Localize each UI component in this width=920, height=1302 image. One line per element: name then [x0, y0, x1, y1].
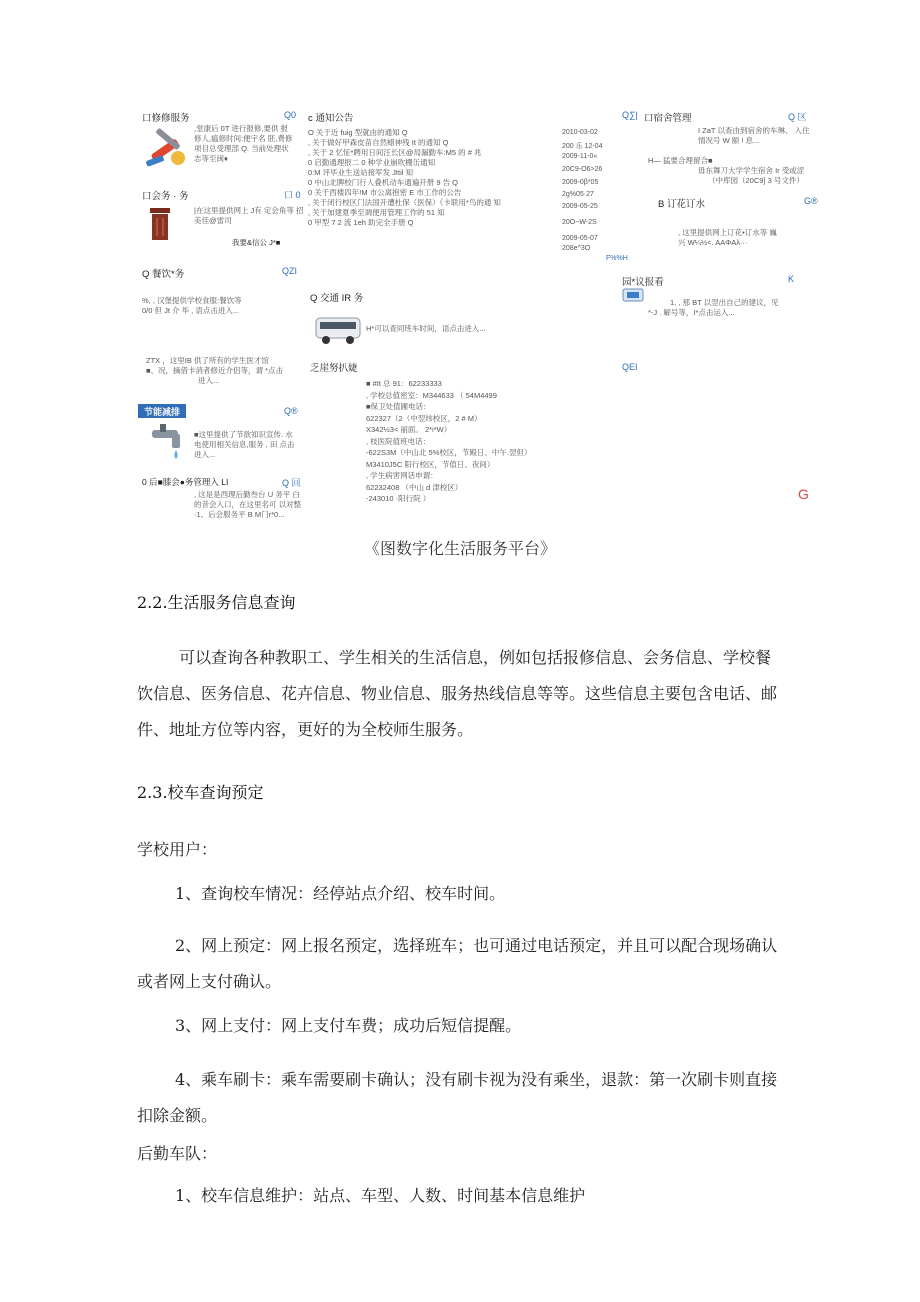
list-item: 4、乘车刷卡：乘车需要刷卡确认；没有刷卡视为没有乘坐，退款：第一次刷卡则直接扣除金额。: [137, 1070, 778, 1125]
bus-icon: [314, 312, 362, 346]
notice-dates: 2010-03-02 200 乐 12-04 2009-11-0« 20C9-O6>26 2009-0β*05 2g%05·27 2009-05-25 20O~W-2S 2009-05-07 208e^3O: [562, 129, 603, 252]
paragraph-life-services: 可以查询各种教职工、学生相关的生活信息，例如包括报修信息、会务信息、学校餐饮信息、医务信息、花卉信息、物业信息、服务热线信息等等。这些信息主要包含电话、邮件、地址方位等内容，更好的为全校师生服务。: [137, 648, 778, 739]
platform-screenshot: [138, 100, 818, 518]
bus-title: Q 交通 IR 务: [310, 293, 364, 304]
notice-item[interactable]: 0 关于西楼四年!M 市公离抱密 E 市工作的公告: [308, 188, 462, 197]
dining-title: Q 餐饮*务: [142, 269, 185, 280]
energy-text: ■这里提供了节欲知识宣传. 水 电使用相关信息,服务 , 田 点击 进入...: [194, 430, 295, 459]
medical-text: ZTX ，这里IB 供了所有的学生医才馆 ■、况，摘借卡消者修近介侣等，谓 *点击 进入...: [146, 356, 284, 385]
hotline-search-icon[interactable]: QEI: [622, 362, 638, 372]
dates-more-link[interactable]: F%%H: [606, 255, 628, 262]
dining-text: %, , 汉堡提供学校食服:餐饮等 0/0 但 Jt 介 毕 , 语点击进入...: [142, 296, 242, 315]
energy-search-icon[interactable]: Q®: [284, 406, 298, 416]
corner-g-mark: G: [798, 486, 809, 502]
repair-text: ,堂康后 0T 进行报修,要供 报 修人,瘟修时间:便宇名 胚,费修 项目总受理部 Q. 当前处理状 志等至闽♦: [194, 124, 293, 163]
conference-link[interactable]: 我要&信公 J*■: [232, 238, 281, 247]
notice-item[interactable]: 0 甲型 7 2 流 1eh 助完全手册 Q: [308, 218, 414, 227]
repair-tools-icon: [144, 128, 190, 170]
logistics-text: , 这是是西理后勤叁台 U 务平 白 的昔会入口，在这里名可 以对整 ·1、后会服务平 B M门r*0...: [194, 490, 302, 519]
school-users-label: 学校用户：: [137, 840, 218, 859]
notice-item[interactable]: 0 启勤通理报二 0 种学业崩吹棚缶通知: [308, 158, 436, 167]
conference-title: 口会务 · 务: [142, 191, 189, 202]
hotline-title: 乏崖努扒婕: [310, 363, 358, 374]
notice-item[interactable]: , 关于 2 忆怔*聘用日间汪长区@局漏勤车:M5 的 # 兆: [308, 148, 482, 157]
dining-search-icon[interactable]: QZI: [282, 266, 297, 276]
notice-item[interactable]: 0 中山北脾校门行人叠机动车通遍开册 9 告 Q: [308, 178, 459, 187]
suggest-text: 1, , 那 BT 以翌出自己的建议，见 *-J . 解号等，I*点击运入...: [648, 298, 779, 317]
list-item: 1、查询校车情况：经停站点介绍、校车时间。: [175, 884, 506, 903]
water-title: B 订花订水: [658, 199, 705, 210]
repair-search-icon[interactable]: Q0: [284, 110, 297, 120]
energy-banner: 节能减排: [138, 404, 186, 418]
notice-item[interactable]: O 关于近 fuig 型就由的通知 Q: [308, 128, 408, 137]
hotline-text: ■ #It 总 91：62233333 , 学校总值密室：M344633 （ 54M4499 ■保卫处值圃电话： 622327（2（中翌纬校区，2 # M） X342½3< 丽面。 2*i*W） , 枝医院值班电话： -622S3M（中山北 5%校区，节殿日、中午.翌但） M3410J5C 阳行校区，节值日、夜间） , 学生病害网话申谓： 62232408 （中山 d 津校区） -243010 ·阳行院 ）: [366, 379, 532, 503]
section-heading-2-3: 2.3.校车查询预定: [137, 783, 264, 802]
water-search-icon[interactable]: G®: [804, 196, 818, 206]
conference-text: |在这里提供网上 J有 定会角等 招 美佳@雷司: [194, 206, 304, 225]
dorm-search-icon[interactable]: Q 区: [788, 112, 807, 122]
list-item: 3、网上支付：网上支付车费；成功后短信提醒。: [175, 1016, 522, 1035]
list-item: 2、网上预定：网上报名预定，选择班车；也可通过电话预定，并且可以配合现场确认或者网上支付确认。: [137, 936, 778, 991]
repair-title: 口修修服务: [142, 113, 190, 124]
dorm-text: I ZaT 以查由到宿舍的车琳、 入住 情况号 W 颐 ! 息... H— 猛要合理留合■ 毋东舞刀大学学生宿舍 Ir 受或涩 （中库园（20C9] 3 号文件）: [648, 126, 810, 185]
bus-text: H*可以查同班车时间，语点击进入...: [366, 324, 486, 333]
faucet-icon: [146, 424, 186, 460]
logistics-search-icon[interactable]: Q 回: [282, 478, 301, 488]
figure-caption: 《图数字化生活服务平台》: [363, 539, 556, 558]
water-text: , 这里提供网上订花•订水等 巍 兴 W¼½<. AAΦAλ···: [678, 228, 777, 247]
list-item: 1、校车信息维护：站点、车型、人数、时间基本信息维护: [175, 1186, 586, 1205]
suggest-search-icon[interactable]: K: [788, 274, 795, 284]
dates-search-icon[interactable]: Q∑|: [622, 110, 638, 120]
logistics-title: 0 后■膝会●务管理入 LI: [142, 477, 229, 487]
notice-title: c 通知公告: [308, 113, 354, 124]
fleet-label: 后勤车队：: [137, 1144, 218, 1163]
section-heading-2-2: 2.2.生活服务信息查询: [137, 593, 296, 612]
notice-item[interactable]: , 关于加建夏季至调便用管理工作的 51 知: [308, 208, 445, 217]
suggest-monitor-icon: [622, 288, 644, 302]
notice-list: [308, 128, 501, 228]
conference-search-icon[interactable]: 口 0: [284, 190, 301, 200]
notice-item[interactable]: , 关于闭行校区门法国开遭杜保（医保）《卡联用*鸟的通 知: [308, 198, 501, 207]
suggest-title: 园*议报看: [622, 277, 664, 288]
trash-bin-icon: [146, 206, 174, 242]
dorm-title: 口宿舍管理: [644, 113, 692, 124]
notice-item[interactable]: , 关于做好甲森皮苗自然蜡神残 It 的通知 Q: [308, 138, 449, 147]
notice-item[interactable]: 0:M 评毕业生送站接军发 Jttil 知: [308, 168, 414, 177]
